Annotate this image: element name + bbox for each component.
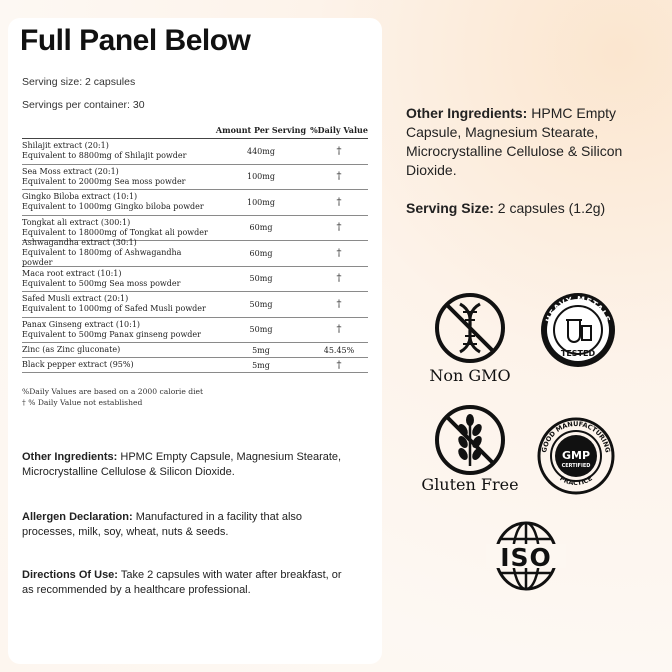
ingredient-daily-value: † [336,171,342,183]
ingredient-name [22,165,212,189]
ingredient-name [22,343,212,357]
ingredient-amount: 100mg [247,172,275,182]
header-dv: %Daily Value [310,125,368,135]
ingredient-daily-value: † [336,324,342,336]
allergen-label: Allergen Declaration: [22,511,133,523]
table-notes [22,386,203,408]
ingredient-title: Black pepper extract (95%) [22,360,134,369]
ingredient-daily-value: 45.45% [323,345,355,355]
ingredient-title: Tongkat ali extract (300:1) [22,217,131,227]
ingredient-amount: 100mg [247,197,275,207]
ingredient-equivalent: Equivalent to 1000mg Gingko biloba powder [22,202,204,212]
ingredient-equivalent: Equivalent to 500mg Panax ginseng powder [22,329,201,339]
ingredient-amount: 440mg [247,146,275,156]
gmp-center-text: GMP [561,449,591,462]
iso-text: ISO [500,543,552,572]
ingredient-title: Sea Moss extract (20:1) [22,166,119,176]
ingredient-title: Maca root extract (10:1) [22,268,122,278]
table-row [22,190,368,216]
non-gmo-icon [432,290,508,366]
allergen-text: Manufactured in a facility that also processes, milk, soy, wheat, nuts & seeds. [22,511,303,538]
right-serving-text: 2 capsules (1.2g) [493,200,606,216]
ingredient-equivalent: Equivalent to 500mg Sea moss powder [22,278,181,288]
ingredient-title: Gingko Biloba extract (10:1) [22,192,138,202]
ingredient-name [22,190,212,214]
ingredient-daily-value: † [336,196,342,208]
heavy-metals-top-text: HEAVY METALS [544,294,612,324]
serving-size: Serving size: 2 capsules [22,76,136,88]
ingredient-name [22,139,212,163]
non-gmo-label: Non GMO [429,366,511,385]
note-daily-values: %Daily Values are based on a 2000 calorie diet [22,387,204,396]
supplement-facts-table [22,122,368,373]
ingredient-title: Safed Musli extract (20:1) [22,294,129,304]
ingredient-name [22,236,212,270]
ingredient-daily-value: † [336,359,342,371]
gmp-top-text: GOOD MANUFACTURING [540,419,612,454]
right-other-ingredients-label: Other Ingredients: [406,105,528,121]
ingredient-amount: 5mg [252,345,270,355]
ingredient-daily-value: † [336,222,342,234]
ingredient-amount: 60mg [249,248,273,258]
other-ingredients-text: HPMC Empty Capsule, Magnesium Stearate, Microcrystalline Cellulose & Silicon Dioxide. [22,451,342,478]
note-dagger: † % Daily Value not established [22,398,143,407]
table-row [22,165,368,191]
ingredient-amount: 50mg [249,274,273,284]
right-serving-label: Serving Size: [406,200,494,216]
table-header [22,122,368,139]
ingredient-name [22,358,212,372]
table-row [22,343,368,358]
panel-title: Full Panel Below [20,24,251,57]
table-row [22,358,368,373]
allergen-block [22,510,352,540]
ingredient-equivalent: Equivalent to 18000mg of Tongkat ali powder [22,227,208,237]
ingredient-amount: 60mg [249,223,273,233]
ingredient-title: Shilajit extract (20:1) [22,141,109,151]
ingredient-daily-value: † [336,273,342,285]
heavy-metals-tested-icon [538,290,618,370]
table-row [22,292,368,318]
ingredient-equivalent: Equivalent to 8800mg of Shilajit powder [22,151,187,161]
directions-label: Directions Of Use: [22,569,118,581]
ingredient-title: Panax Ginseng extract (10:1) [22,319,141,329]
gmp-bottom-text: PRACTICE [558,474,594,488]
ingredient-equivalent: Equivalent to 2000mg Sea moss powder [22,176,186,186]
ingredient-name [22,292,212,316]
ingredient-equivalent: Equivalent to 1800mg of Ashwagandha powder [22,248,182,268]
servings-per-container: Servings per container: 30 [22,99,145,111]
gmp-sub-text: CERTIFIED [561,463,591,469]
other-ingredients-label: Other Ingredients: [22,451,118,463]
header-amount: Amount Per Serving [215,125,307,135]
ingredient-amount: 5mg [252,360,270,370]
gmp-certified-icon [536,416,616,496]
table-row [22,318,368,344]
other-ingredients-block [22,450,352,480]
right-other-ingredients-text: HPMC Empty Capsule, Magnesium Stearate, Microcrystalline Cellulose & Silicon Dioxide. [406,105,623,178]
ingredient-equivalent: Equivalent to 1000mg of Safed Musli powder [22,304,206,314]
table-row [22,238,368,268]
ingredient-daily-value: † [336,247,342,259]
directions-text: Take 2 capsules with water after breakfast, or as recommended by a healthcare professional. [22,569,342,596]
right-other-ingredients [406,104,662,180]
ingredient-name [22,267,212,291]
heavy-metals-bottom-text: TESTED [560,349,596,358]
ingredient-daily-value: † [336,298,342,310]
ingredient-daily-value: † [336,145,342,157]
gluten-free-label: Gluten Free [421,475,519,494]
iso-icon [484,520,568,592]
right-serving-size [406,199,662,218]
directions-block [22,568,352,598]
table-row [22,139,368,165]
ingredient-amount: 50mg [249,299,273,309]
ingredient-amount: 50mg [249,325,273,335]
ingredient-title: Ashwagandha extract (30:1) [22,238,137,248]
ingredient-name [22,318,212,342]
table-row [22,267,368,293]
ingredient-title: Zinc (as Zinc gluconate) [22,345,121,354]
gluten-free-icon [432,402,508,478]
